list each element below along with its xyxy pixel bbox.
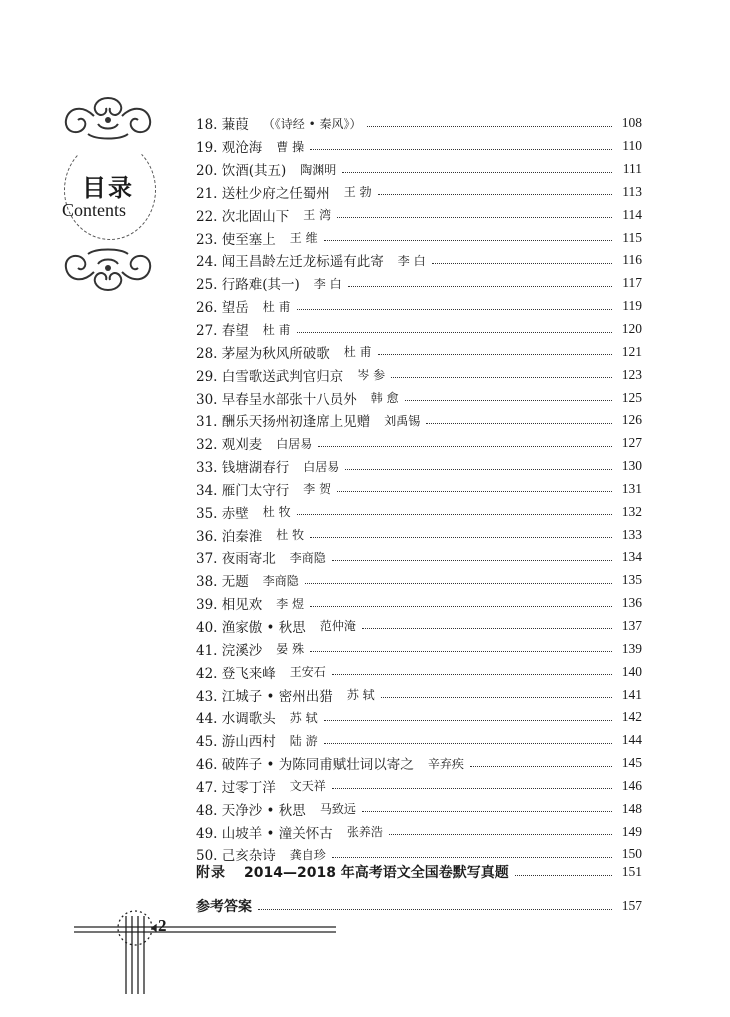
entry-title: 41. 浣溪沙 — [196, 642, 263, 659]
answers-label: 参考答案 — [196, 899, 252, 915]
entry-author: 陆 游 — [289, 733, 318, 748]
leader-dots — [310, 537, 612, 538]
entry-title: 38. 无题 — [196, 574, 249, 591]
appendix-entry[interactable] — [196, 862, 642, 882]
entry-title: 18. 蒹葭 — [196, 117, 249, 134]
entry-author: 白居易 — [276, 436, 313, 451]
toc-list — [196, 112, 642, 866]
entry-title: 25. 行路难(其一) — [196, 277, 300, 294]
leader-dots — [337, 491, 612, 492]
entry-page: 140 — [621, 663, 642, 679]
entry-author: 李 贺 — [303, 482, 332, 497]
entry-page: 119 — [622, 298, 642, 314]
toc-entry[interactable] — [196, 181, 642, 204]
leader-dots — [297, 309, 612, 310]
entry-author: 王安石 — [289, 665, 326, 680]
toc-entry[interactable] — [196, 363, 642, 386]
entry-title: 42. 登飞来峰 — [196, 665, 276, 682]
entry-author: 张养浩 — [346, 825, 383, 840]
entry-title: 48. 天净沙 • 秋思 — [196, 802, 306, 819]
page-number: 2 — [158, 916, 167, 935]
entry-title: 20. 饮酒(其五) — [196, 163, 287, 180]
entry-page: 111 — [622, 161, 642, 177]
entry-page: 149 — [621, 823, 642, 839]
entry-title: 39. 相见欢 — [196, 597, 263, 614]
leader-dots — [470, 766, 612, 767]
entry-author: 韩 愈 — [370, 391, 399, 406]
toc-entry[interactable] — [196, 729, 642, 752]
toc-entry[interactable] — [196, 112, 642, 135]
entry-author: 李商隐 — [262, 573, 299, 588]
entry-page: 131 — [621, 480, 642, 496]
leader-dots — [324, 743, 612, 744]
entry-page: 142 — [621, 709, 642, 725]
entry-title: 45. 游山西村 — [196, 734, 276, 751]
leader-dots — [432, 263, 612, 264]
leader-dots — [342, 172, 612, 173]
toc-entry[interactable] — [196, 683, 642, 706]
entry-author: 白居易 — [303, 459, 340, 474]
appendix-page: 151 — [621, 864, 642, 879]
entry-author: 苏 轼 — [289, 710, 318, 725]
toc-entry[interactable] — [196, 797, 642, 820]
toc-entry[interactable] — [196, 569, 642, 592]
leader-dots — [324, 720, 612, 721]
leader-dots — [345, 469, 612, 470]
leader-dots — [332, 674, 612, 675]
toc-entry[interactable] — [196, 295, 642, 318]
leader-dots — [391, 377, 612, 378]
entry-page: 148 — [621, 800, 642, 816]
entry-title: 24. 闻王昌龄左迁龙标遥有此寄 — [196, 254, 384, 271]
entry-author: 杜 甫 — [343, 345, 372, 360]
entry-author: 杜 甫 — [262, 322, 291, 337]
entry-author: 晏 殊 — [276, 642, 305, 657]
leader-dots — [310, 149, 612, 150]
leader-dots — [367, 126, 612, 127]
entry-author: 杜 甫 — [262, 299, 291, 314]
entry-title: 50. 己亥杂诗 — [196, 848, 276, 865]
top-scroll-ornament — [58, 94, 158, 142]
entry-author: 刘禹锡 — [384, 413, 421, 428]
entry-page: 125 — [621, 389, 642, 405]
toc-entry[interactable] — [196, 318, 642, 341]
entry-page: 133 — [621, 526, 642, 542]
entry-title: 37. 夜雨寄北 — [196, 551, 276, 568]
entry-title: 26. 望岳 — [196, 300, 249, 317]
leader-dots — [515, 875, 612, 876]
entry-page: 141 — [621, 686, 642, 702]
leader-dots — [362, 811, 612, 812]
toc-entry[interactable] — [196, 820, 642, 843]
entry-title: 28. 茅屋为秋风所破歌 — [196, 345, 330, 362]
toc-entry[interactable] — [196, 774, 642, 797]
entry-title: 33. 钱塘湖春行 — [196, 460, 290, 477]
entry-page: 150 — [621, 846, 642, 862]
entry-title: 30. 早春呈水部张十八员外 — [196, 391, 357, 408]
leader-dots — [405, 400, 612, 401]
entry-author: 李 煜 — [276, 596, 305, 611]
entry-page: 126 — [621, 412, 642, 428]
page-number-ornament — [74, 906, 344, 996]
entry-page: 146 — [621, 777, 642, 793]
leader-dots — [332, 857, 612, 858]
entry-author: 龚自珍 — [289, 847, 326, 862]
toc-heading: 目录 — [82, 173, 134, 202]
entry-author: 杜 牧 — [276, 528, 305, 543]
entry-author: 范仲淹 — [319, 619, 356, 634]
entry-author: 曹 操 — [276, 139, 305, 154]
entry-page: 115 — [622, 229, 642, 245]
entry-author: 岑 参 — [357, 368, 386, 383]
leader-dots — [310, 651, 612, 652]
entry-author: （《诗经 • 秦风》） — [262, 116, 362, 131]
entry-page: 108 — [621, 115, 642, 131]
leader-dots — [332, 788, 612, 789]
toc-entry[interactable] — [196, 158, 642, 181]
toc-entry[interactable] — [196, 523, 642, 546]
leader-dots — [426, 423, 612, 424]
toc-entry[interactable] — [196, 546, 642, 569]
entry-page: 120 — [621, 321, 642, 337]
entry-title: 49. 山坡羊 • 潼关怀古 — [196, 825, 333, 842]
toc-entry[interactable] — [196, 432, 642, 455]
toc-entry[interactable] — [196, 409, 642, 432]
entry-author: 苏 轼 — [346, 688, 375, 703]
leader-dots — [378, 354, 612, 355]
entry-page: 137 — [621, 617, 642, 633]
entry-author: 李 白 — [313, 276, 342, 291]
toc-entry[interactable] — [196, 592, 642, 615]
entry-title: 19. 观沧海 — [196, 140, 263, 157]
entry-title: 32. 观刈麦 — [196, 437, 263, 454]
toc-entry[interactable] — [196, 706, 642, 729]
leader-dots — [332, 560, 612, 561]
toc-entry[interactable] — [196, 249, 642, 272]
toc-entry[interactable] — [196, 660, 642, 683]
entry-author: 辛弃疾 — [427, 756, 464, 771]
entry-page: 135 — [621, 572, 642, 588]
entry-title: 27. 春望 — [196, 323, 249, 340]
entry-page: 114 — [622, 206, 642, 222]
toc-entry[interactable] — [196, 386, 642, 409]
appendix-label: 附录 — [196, 865, 226, 881]
entry-page: 123 — [621, 366, 642, 382]
entry-author: 王 维 — [289, 231, 318, 246]
entry-author: 李 白 — [397, 253, 426, 268]
leader-dots — [378, 194, 612, 195]
entry-title: 34. 雁门太守行 — [196, 482, 290, 499]
entry-title: 22. 次北固山下 — [196, 208, 290, 225]
entry-page: 113 — [622, 183, 642, 199]
entry-title: 47. 过零丁洋 — [196, 779, 276, 796]
entry-title: 23. 使至塞上 — [196, 231, 276, 248]
entry-title: 31. 酬乐天扬州初逢席上见赠 — [196, 414, 371, 431]
toc-entry[interactable] — [196, 340, 642, 363]
entry-title: 21. 送杜少府之任蜀州 — [196, 185, 330, 202]
toc-entry[interactable] — [196, 500, 642, 523]
entry-title: 44. 水调歌头 — [196, 711, 276, 728]
entry-page: 127 — [621, 435, 642, 451]
entry-author: 王 湾 — [303, 208, 332, 223]
toc-subheading: Contents — [62, 200, 127, 220]
entry-author: 文天祥 — [289, 779, 326, 794]
entry-title: 46. 破阵子 • 为陈同甫赋壮词以寄之 — [196, 757, 414, 774]
leader-dots — [297, 514, 612, 515]
entry-page: 121 — [621, 343, 642, 359]
toc-entry[interactable] — [196, 272, 642, 295]
toc-entry[interactable] — [196, 203, 642, 226]
entry-author: 马致远 — [319, 802, 356, 817]
leader-dots — [297, 332, 612, 333]
bottom-scroll-ornament — [58, 246, 158, 294]
toc-entry[interactable] — [196, 752, 642, 775]
leader-dots — [389, 834, 612, 835]
entry-page: 130 — [621, 458, 642, 474]
entry-title: 29. 白雪歌送武判官归京 — [196, 368, 344, 385]
leader-dots — [310, 606, 612, 607]
toc-entry[interactable] — [196, 455, 642, 478]
entry-page: 110 — [622, 138, 642, 154]
leader-dots — [362, 628, 612, 629]
entry-title: 43. 江城子 • 密州出猎 — [196, 688, 333, 705]
entry-page: 139 — [621, 640, 642, 656]
entry-author: 陶渊明 — [300, 162, 337, 177]
entry-author: 杜 牧 — [262, 505, 291, 520]
entry-page: 144 — [621, 732, 642, 748]
entry-page: 145 — [621, 755, 642, 771]
leader-dots — [381, 697, 612, 698]
toc-entry[interactable] — [196, 135, 642, 158]
entry-title: 36. 泊秦淮 — [196, 528, 263, 545]
entry-page: 116 — [622, 252, 642, 268]
leader-dots — [324, 240, 612, 241]
entry-author: 王 勃 — [343, 185, 372, 200]
entry-title: 35. 赤壁 — [196, 505, 249, 522]
leader-dots — [318, 446, 612, 447]
entry-page: 136 — [621, 595, 642, 611]
toc-entry[interactable] — [196, 615, 642, 638]
entry-page: 117 — [622, 275, 642, 291]
toc-entry[interactable] — [196, 478, 642, 501]
leader-dots — [305, 583, 612, 584]
leader-dots — [348, 286, 612, 287]
leader-dots — [337, 217, 612, 218]
toc-entry[interactable] — [196, 226, 642, 249]
answers-page: 157 — [621, 898, 642, 913]
entry-author: 李商隐 — [289, 550, 326, 565]
entry-page: 132 — [621, 503, 642, 519]
entry-page: 134 — [621, 549, 642, 565]
toc-entry[interactable] — [196, 637, 642, 660]
appendix-title: 2014—2018 年高考语文全国卷默写真题 — [244, 865, 509, 881]
entry-title: 40. 渔家傲 • 秋思 — [196, 619, 306, 636]
